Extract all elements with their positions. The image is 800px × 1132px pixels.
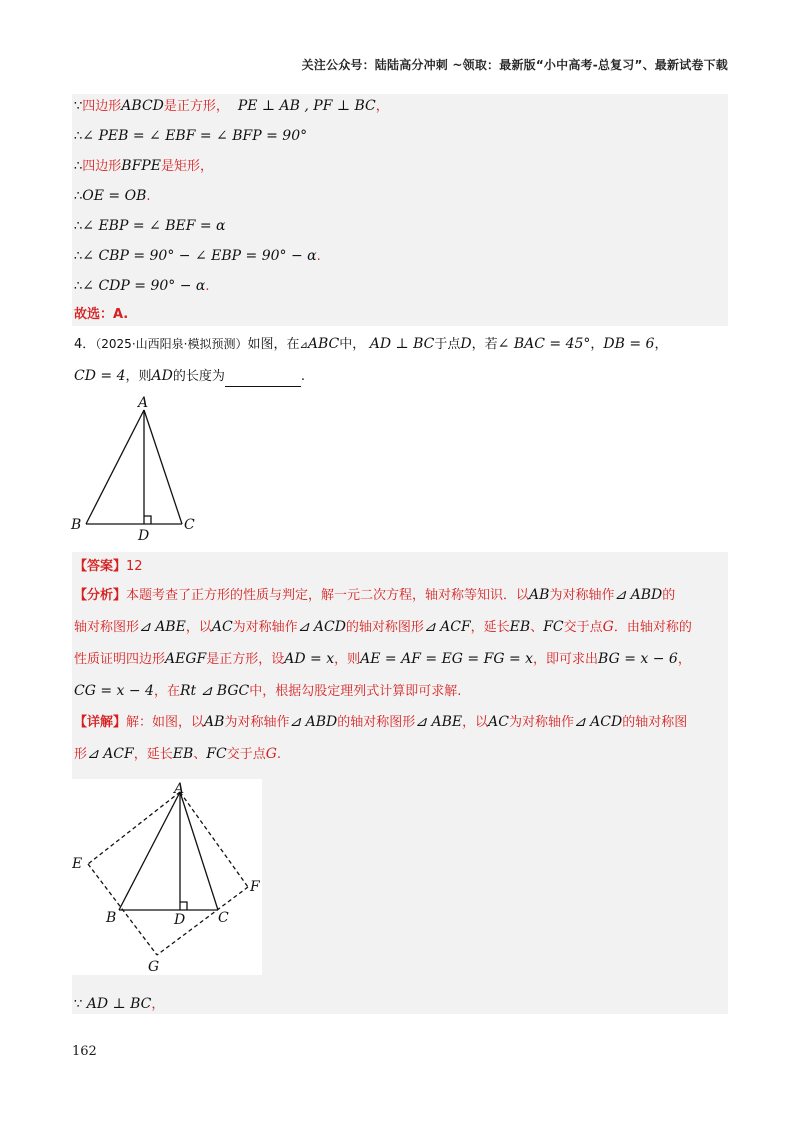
sol-line-3: ∴四边形BFPE是矩形， bbox=[74, 158, 213, 174]
sol-line-7: ∴∠ CDP = 90° − α. bbox=[74, 278, 210, 294]
question-line-1: 4．（2025·山西阳泉·模拟预测）如图，在⊿ABC中， AD ⊥ BC于点D，若∠ BAC = 45°，DB = 6， bbox=[74, 336, 668, 352]
analysis-line-1: 【分析】本题考查了正方形的性质与判定，解一元二次方程，轴对称等知识．以AB为对称轴作⊿ ABD的 bbox=[74, 587, 676, 603]
fig2-label-e: E bbox=[72, 856, 83, 872]
analysis-line-2: 轴对称图形⊿ ABE，以AC为对称轴作⊿ ACD的轴对称图形⊿ ACF，延长EB、FC交于点G．由轴对称的 bbox=[74, 619, 692, 635]
page-number: 162 bbox=[72, 1044, 97, 1059]
fig2-label-d: D bbox=[174, 912, 186, 928]
fig2-label-g: G bbox=[148, 959, 160, 975]
fig2-label-a: A bbox=[174, 781, 185, 797]
fig2-label-b: B bbox=[106, 910, 117, 926]
sol-line-1: ∵四边形ABCD是正方形， PE ⊥ AB , PF ⊥ BC， bbox=[74, 98, 389, 114]
answer-line: 【答案】12 bbox=[74, 559, 143, 574]
sol-line-5: ∴∠ EBP = ∠ BEF = α bbox=[74, 218, 226, 234]
analysis-line-3: 性质证明四边形AEGF是正方形，设AD = x，则AE = AF = EG = FG = x，即可求出BG = x − 6， bbox=[74, 651, 691, 667]
fig1-label-b: B bbox=[71, 517, 82, 533]
fig1-label-d: D bbox=[138, 528, 150, 544]
fig2-label-c: C bbox=[218, 910, 229, 926]
fig1-label-c: C bbox=[184, 517, 195, 533]
detail-line-2: 形⊿ ACF，延长EB、FC交于点G. bbox=[74, 746, 282, 762]
sol-choice: 故选：A. bbox=[74, 307, 129, 322]
analysis-line-4: CG = x − 4，在Rt ⊿ BGC中，根据勾股定理列式计算即可求解. bbox=[74, 683, 462, 699]
fig2-label-f: F bbox=[250, 879, 260, 895]
page-header: 关注公众号：陆陆高分冲刺 ~领取：最新版“小中高考-总复习”、最新试卷下载 bbox=[301, 58, 728, 72]
sol-line-4: ∴OE = OB. bbox=[74, 188, 151, 204]
sol-line-2: ∴∠ PEB = ∠ EBF = ∠ BFP = 90° bbox=[74, 128, 308, 144]
question-line-2: CD = 4，则AD的长度为 . bbox=[74, 366, 305, 387]
sol-line-6: ∴∠ CBP = 90° − ∠ EBP = 90° − α. bbox=[74, 248, 321, 264]
last-line: ∵ AD ⊥ BC， bbox=[74, 996, 165, 1012]
fig1-label-a: A bbox=[138, 395, 149, 411]
answer-blank bbox=[225, 372, 301, 387]
figure-square-aegf bbox=[72, 779, 262, 975]
detail-line-1: 【详解】解：如图，以AB为对称轴作⊿ ABD的轴对称图形⊿ ABE，以AC为对称轴作⊿ ACD的轴对称图 bbox=[74, 714, 688, 730]
figure-triangle-abc bbox=[68, 394, 204, 544]
